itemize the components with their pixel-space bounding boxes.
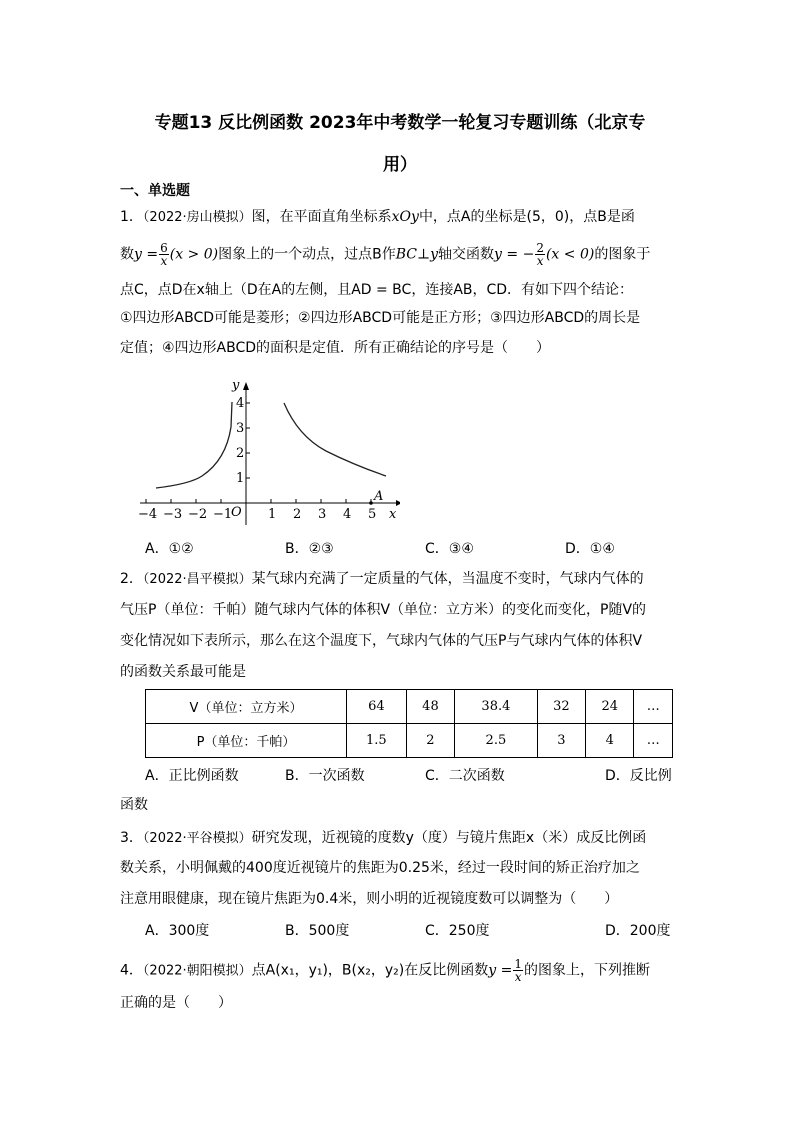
- q1-text: 图，在平面直角坐标系: [251, 209, 392, 225]
- q1-line2: [120, 242, 680, 267]
- q2-line4: 的函数关系最可能是: [120, 664, 246, 680]
- curve-negative-branch: [156, 402, 232, 488]
- q3-options: [120, 920, 680, 940]
- document-title-line2: 用）: [383, 155, 417, 175]
- fraction-denominator: x: [536, 254, 544, 268]
- q4-line1: [120, 958, 680, 983]
- q2-option-d-wrap: 函数: [120, 797, 148, 813]
- q1-formula-condition: (x > 0): [169, 246, 219, 263]
- table-cell: 4: [586, 724, 634, 758]
- q1-number: 1．: [120, 209, 143, 225]
- q2-number: 2．: [120, 571, 143, 587]
- q1-text: 图象上的一个动点，过点B作: [218, 246, 396, 263]
- document-title-line1: 专题13 反比例函数 2023年中考数学一轮复习专题训练（北京专: [154, 113, 646, 133]
- fraction-numerator: 6: [160, 241, 168, 255]
- q1-formula-condition: (x < 0): [545, 246, 595, 263]
- q1-text: 数: [120, 246, 134, 263]
- q4-text: 点A(x₁，y₁)，B(x₂，y₂)在反比例函数: [251, 962, 489, 979]
- q2-line3: 变化情况如下表所示，那么在这个温度下，气球内气体的气压P与气球内气体的体积V: [120, 633, 643, 649]
- table-row-v: [146, 690, 673, 724]
- q1-options: [120, 538, 680, 558]
- q3-text: 研究发现，近视镜的度数y（度）与镜片焦距x（米）成反比例函: [251, 830, 647, 846]
- table-cell: 48: [406, 690, 454, 724]
- q1-math-xoy: xOy: [391, 209, 419, 225]
- q4-text: 的图象上，下列推断: [524, 962, 650, 979]
- q2-option-a[interactable]: A．正比例函数: [145, 768, 239, 784]
- q3-option-b[interactable]: B．500度: [285, 923, 350, 939]
- q1-text: 的图象于: [594, 246, 651, 263]
- q2-text: 某气球内充满了一定质量的气体，当温度不变时，气球内气体的: [251, 571, 644, 587]
- q3-line2: 数关系，小明佩戴的400度近视镜片的焦距为0.25米，经过一段时间的矫正治疗加之: [120, 860, 640, 876]
- q4-fraction-1-over-x: [513, 958, 523, 983]
- q1-option-b[interactable]: B．②③: [285, 541, 334, 557]
- fraction-numerator: 2: [536, 241, 544, 255]
- table-header-v: V（单位：立方米）: [146, 690, 347, 724]
- x-axis-label: x: [389, 507, 397, 522]
- q3-option-c[interactable]: C．250度: [425, 923, 490, 939]
- q2-line2: 气压P（单位：千帕）随气球内气体的体积V（单位：立方米）的变化而变化，P随V的: [120, 602, 647, 618]
- x-tick-label: −1: [213, 507, 233, 522]
- y-tick-label: 1: [236, 471, 245, 486]
- table-cell: 1.5: [347, 724, 407, 758]
- q1-line1: [120, 207, 680, 228]
- q4-number: 4．: [120, 962, 143, 979]
- q2-option-b[interactable]: B．一次函数: [285, 768, 365, 784]
- q4-formula-lhs: y =: [488, 962, 513, 979]
- x-tick-label: −3: [163, 507, 183, 522]
- q1-line5: 定值；④四边形ABCD的面积是定值．所有正确结论的序号是（ ）: [120, 340, 551, 356]
- q1-line4: ①四边形ABCD可能是菱形；②四边形ABCD可能是正方形；③四边形ABCD的周长是: [120, 310, 641, 326]
- section-heading: 一、单选题: [120, 183, 190, 199]
- y-tick-label: 4: [236, 396, 245, 411]
- q3-line1: [120, 828, 680, 849]
- q1-text: 中，点A的坐标是(5，0)，点B是函: [418, 209, 635, 225]
- q3-source: （2022·平谷模拟）: [142, 831, 252, 846]
- table-cell: 2.5: [455, 724, 538, 758]
- q2-option-d[interactable]: D．反比例: [605, 768, 672, 784]
- x-tick-label: 2: [293, 507, 302, 522]
- q1-formula-lhs: y =: [134, 246, 159, 263]
- q4-line2: 正确的是（ ）: [120, 995, 232, 1011]
- table-cell: 24: [586, 690, 634, 724]
- table-cell: 32: [537, 690, 585, 724]
- q1-fraction-6-over-x: [159, 242, 169, 267]
- table-cell: 3: [537, 724, 585, 758]
- q1-line3: 点C，点D在x轴上（D在A的左侧，且AD = BC，连接AB，CD．有如下四个结论：: [120, 282, 634, 298]
- q1-option-d[interactable]: D．①④: [565, 541, 615, 557]
- q2-data-table: [145, 689, 673, 758]
- y-tick-label: 2: [236, 446, 245, 461]
- q2-options: [120, 765, 680, 785]
- y-tick-label: 3: [236, 421, 245, 436]
- q3-number: 3．: [120, 830, 143, 846]
- q3-option-d[interactable]: D．200度: [605, 923, 671, 939]
- x-tick-label: 3: [318, 507, 327, 522]
- x-tick-label: −4: [138, 507, 158, 522]
- fraction-denominator: x: [160, 254, 168, 268]
- y-ticks: [246, 403, 250, 478]
- point-a-label: A: [374, 489, 384, 504]
- x-tick-label: −2: [188, 507, 208, 522]
- x-ticks: [146, 499, 371, 503]
- fraction-numerator: 1: [514, 957, 522, 971]
- origin-label: O: [231, 505, 242, 520]
- q1-option-a[interactable]: A．①②: [145, 541, 194, 557]
- table-row-p: [146, 724, 673, 758]
- q3-option-a[interactable]: A．300度: [145, 923, 210, 939]
- x-axis-arrow-icon: [396, 500, 400, 506]
- table-cell: …: [634, 724, 673, 758]
- y-axis-label: y: [232, 378, 240, 393]
- y-axis-arrow-icon: [243, 382, 249, 390]
- q2-source: （2022·昌平模拟）: [142, 572, 252, 587]
- q2-option-c[interactable]: C．二次函数: [425, 768, 505, 784]
- q1-text: 轴交函数: [438, 246, 495, 263]
- table-cell: 2: [406, 724, 454, 758]
- point-a: [369, 501, 373, 505]
- q1-function-graph: [130, 372, 400, 530]
- fraction-denominator: x: [514, 970, 522, 984]
- table-cell: …: [634, 690, 673, 724]
- x-tick-label: 1: [268, 507, 277, 522]
- q1-option-c[interactable]: C．③④: [425, 541, 474, 557]
- q2-line1: [120, 569, 680, 590]
- q1-fraction-2-over-x: [535, 242, 545, 267]
- q1-math-bc-perp: BC⊥y: [395, 246, 439, 263]
- x-tick-label: 4: [343, 507, 352, 522]
- table-cell: 64: [347, 690, 407, 724]
- q4-source: （2022·朝阳模拟）: [142, 963, 252, 979]
- q3-line3: 注意用眼健康，现在镜片焦距为0.4米，则小明的近视镜度数可以调整为（ ）: [120, 891, 619, 907]
- x-tick-label: 5: [368, 507, 377, 522]
- table-header-p: P（单位：千帕）: [146, 724, 347, 758]
- q1-source: （2022·房山模拟）: [142, 210, 252, 225]
- curve-positive-branch: [284, 403, 386, 476]
- q1-formula-lhs: y = −: [494, 246, 535, 263]
- table-cell: 38.4: [455, 690, 538, 724]
